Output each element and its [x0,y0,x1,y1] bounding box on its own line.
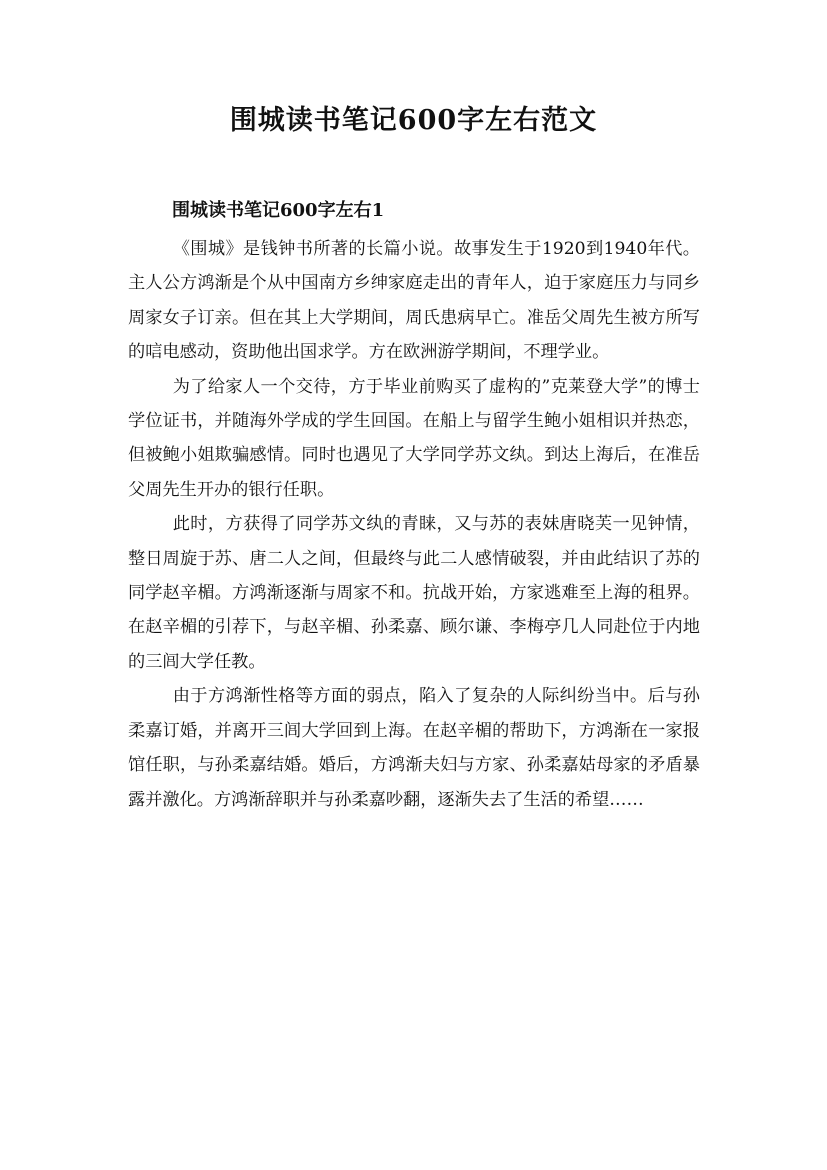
section-heading: 围城读书笔记600字左右1 [172,200,385,221]
document-body [128,232,700,817]
document-title: 围城读书笔记600字左右范文 [229,105,598,136]
paragraph: 由于方鸿渐性格等方面的弱点，陷入了复杂的人际纠纷当中。后与孙柔嘉订婚，并离开三闾大学回到上海。在赵辛楣的帮助下，方鸿渐在一家报馆任职，与孙柔嘉结婚。婚后，方鸿渐夫妇与方家、孙柔嘉姑母家的矛盾暴露并激化。方鸿渐辞职并与孙柔嘉吵翻，逐渐失去了生活的希望…… [128,686,700,810]
paragraph: 《围城》是钱钟书所著的长篇小说。故事发生于1920到1940年代。主人公方鸿渐是个从中国南方乡绅家庭走出的青年人，迫于家庭压力与同乡周家女子订亲。但在其上大学期间，周氏患病早亡。准岳父周先生被方所写的唁电感动，资助他出国求学。方在欧洲游学期间，不理学业。 [128,239,700,363]
paragraph: 为了给家人一个交待，方于毕业前购买了虚构的”克莱登大学”的博士学位证书，并随海外学成的学生回国。在船上与留学生鲍小姐相识并热恋，但被鲍小姐欺骗感情。同时也遇见了大学同学苏文纨。到达上海后，在准岳父周先生开办的银行任职。 [128,376,700,500]
paragraph: 此时，方获得了同学苏文纨的青睐，又与苏的表妹唐晓芙一见钟情，整日周旋于苏、唐二人之间，但最终与此二人感情破裂，并由此结识了苏的同学赵辛楣。方鸿渐逐渐与周家不和。抗战开始，方家逃难至上海的租界。在赵辛楣的引荐下，与赵辛楣、孙柔嘉、顾尔谦、李梅亭几人同赴位于内地的三闾大学任教。 [128,514,700,672]
